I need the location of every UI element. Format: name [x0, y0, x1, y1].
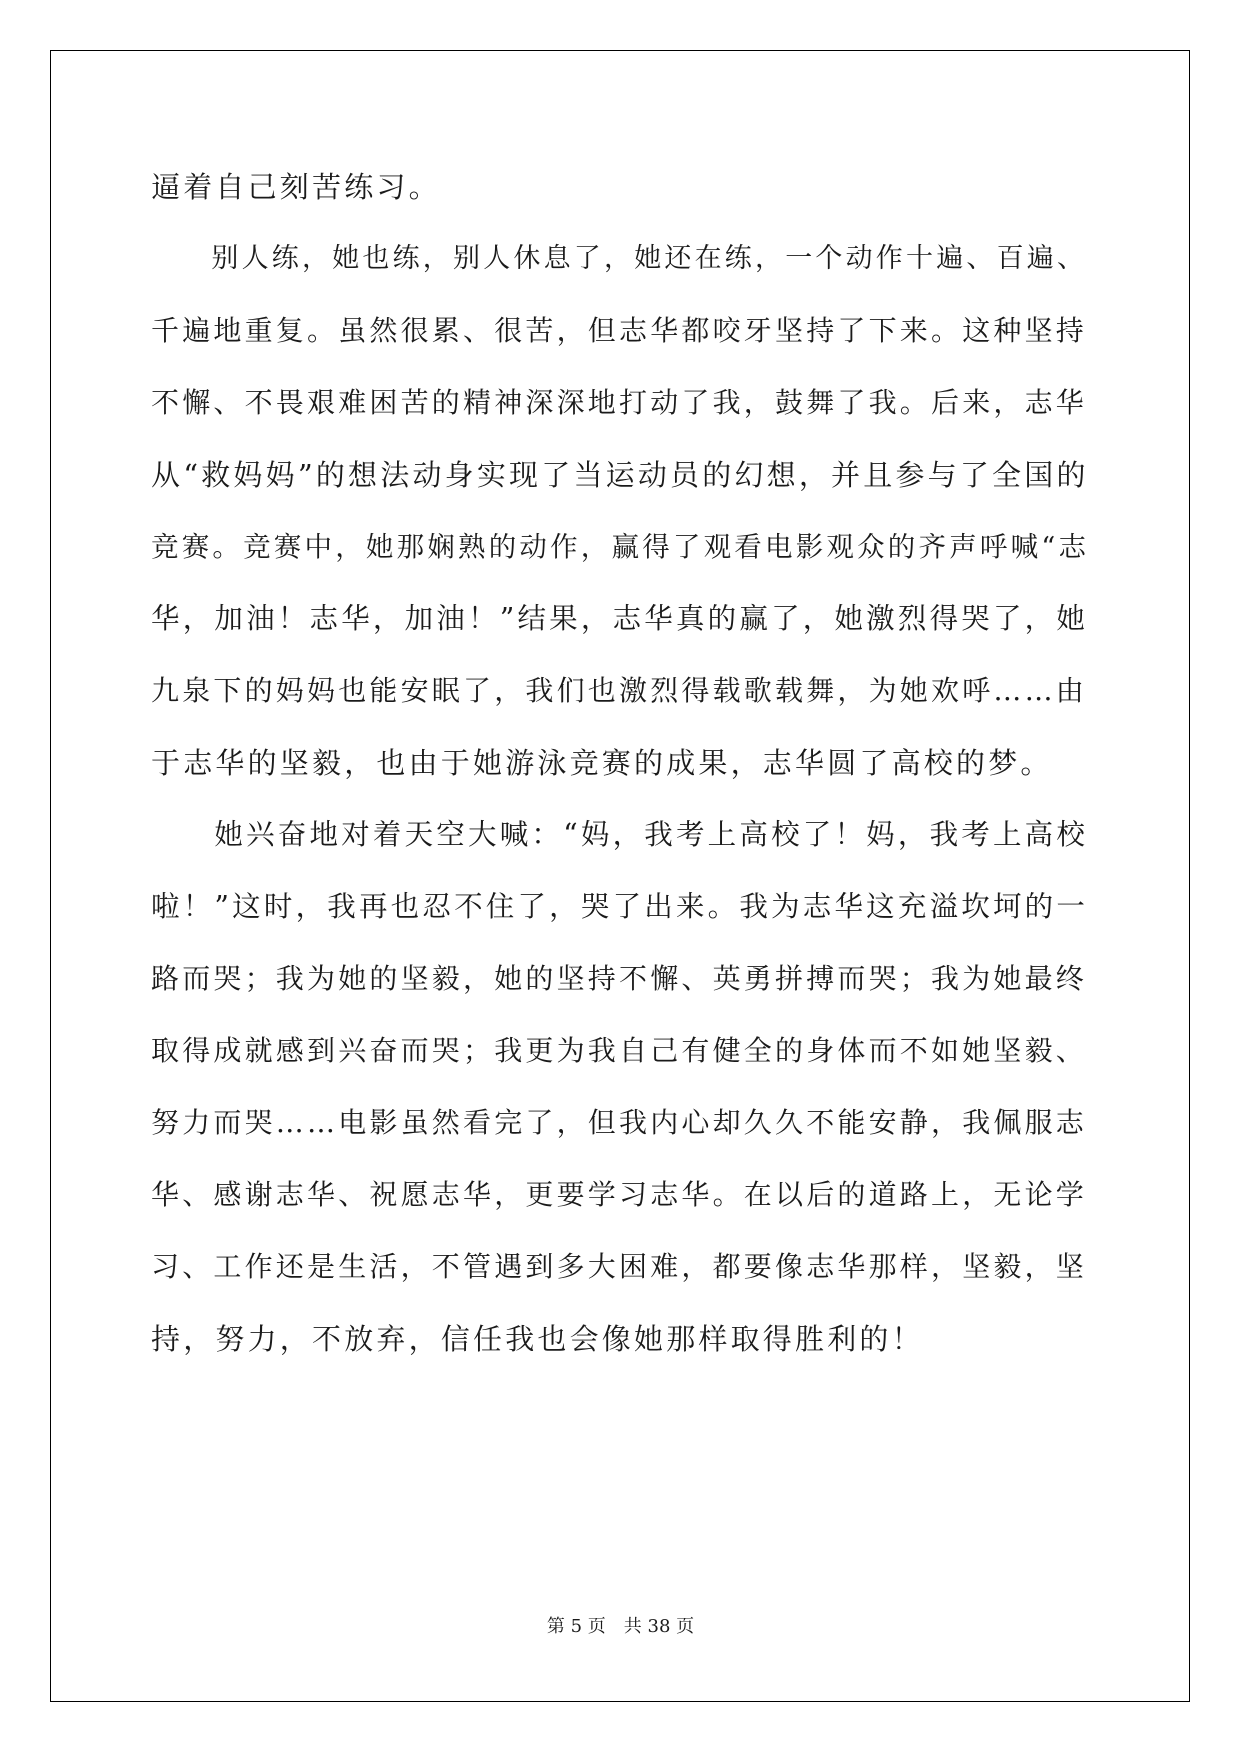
page-border — [50, 50, 1190, 1702]
text-line: 习、工作还是生活，不管遇到多大困难，都要像志华那样，坚毅，坚 — [151, 1250, 1088, 1283]
text-line: 别人练，她也练，别人休息了，她还在练，一个动作十遍、百遍、 — [151, 243, 1088, 274]
text-line: 努力而哭……电影虽然看完了，但我内心却久久不能安静，我佩服志 — [151, 1106, 1088, 1139]
text-line: 华、感谢志华、祝愿志华，更要学习志华。在以后的道路上，无论学 — [151, 1178, 1088, 1211]
text-line: 不懈、不畏艰难困苦的精神深深地打动了我，鼓舞了我。后来，志华 — [151, 386, 1088, 419]
text-line: 她兴奋地对着天空大喊：“妈，我考上高校了！妈，我考上高校 — [151, 818, 1089, 851]
page-number: 第 5 页 — [546, 1616, 606, 1637]
text-line: 从“救妈妈”的想法动身实现了当运动员的幻想，并且参与了全国的 — [151, 458, 1089, 492]
text-line: 路而哭；我为她的坚毅，她的坚持不懈、英勇拼搏而哭；我为她最终 — [151, 962, 1088, 995]
text-line: 取得成就感到兴奋而哭；我更为我自己有健全的身体而不如她坚毅、 — [151, 1034, 1088, 1067]
page-footer — [0, 1612, 1241, 1638]
text-line: 华，加油！志华，加油！”结果，志华真的赢了，她激烈得哭了，她 — [151, 602, 1089, 635]
text-line: 九泉下的妈妈也能安眠了，我们也激烈得载歌载舞，为她欢呼……由 — [151, 674, 1088, 707]
page-total: 共 38 页 — [623, 1616, 695, 1637]
text-line: 千遍地重复。虽然很累、很苦，但志华都咬牙坚持了下来。这种坚持 — [151, 314, 1088, 347]
text-line: 竞赛。竞赛中，她那娴熟的动作，赢得了观看电影观众的齐声呼喊“志 — [151, 531, 1090, 563]
text-line: 持，努力，不放弃，信任我也会像她那样取得胜利的！ — [151, 1322, 924, 1356]
text-line: 啦！”这时，我再也忍不住了，哭了出来。我为志华这充溢坎坷的一 — [151, 890, 1089, 923]
text-line: 逼着自己刻苦练习。 — [151, 170, 441, 204]
text-line: 于志华的坚毅，也由于她游泳竞赛的成果，志华圆了高校的梦。 — [151, 746, 1053, 780]
